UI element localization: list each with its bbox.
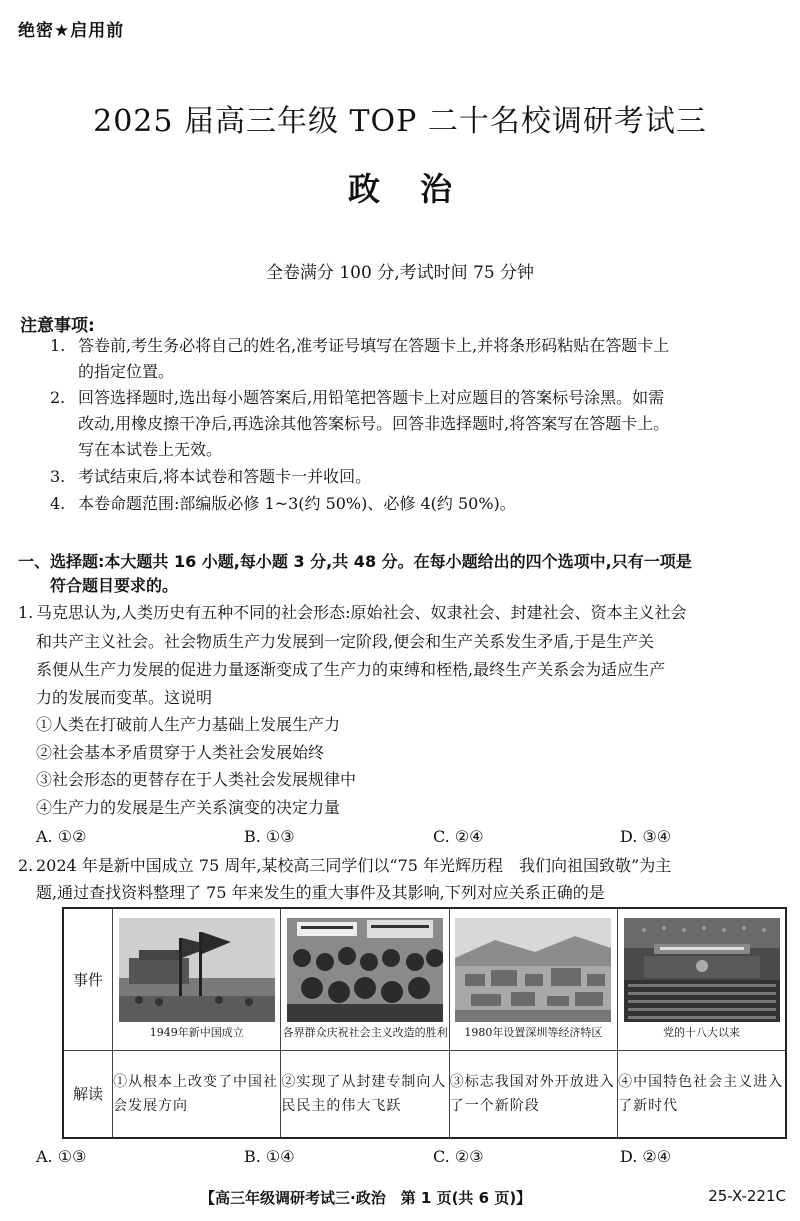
shenzhen-sez-photo [455,918,611,1022]
notice-item-3-line-1: 考试结束后,将本试卷和答题卡一并收回。 [78,467,372,486]
event-cell-3 [449,908,617,1050]
score-info: 全卷满分 100 分,考试时间 75 分钟 [265,263,535,283]
paper-code: 25-X-221C [708,1187,786,1205]
q1-stem-line-2: 和共产主义社会。社会物质生产力发展到一定阶段,便会和生产关系发生矛盾,于是生产关 [36,632,655,651]
q1-option-d[interactable]: D. ③④ [620,827,672,846]
q1-statement-1: ①人类在打破前人生产力基础上发展生产力 [36,715,341,734]
event-cell-1 [113,908,281,1050]
event-cell-2 [281,908,449,1050]
notice-item-2-line-3: 写在本试卷上无效。 [78,440,223,459]
event-caption-3: 1980年设置深圳等经济特区 [464,1026,603,1040]
interpretation-2: ②实现了从封建专制向人民民主的伟大飞跃 [281,1050,449,1138]
secret-label: 绝密★启用前 [18,21,125,41]
event-caption-1: 1949年新中国成立 [149,1026,244,1040]
q1-stem-line-1: 马克思认为,人类历史有五种不同的社会形态:原始社会、奴隶社会、封建社会、资本主义社会 [36,603,687,622]
interpretation-4: ④中国特色社会主义进入了新时代 [618,1050,786,1138]
row-header-events: 事件 [63,908,113,1050]
q2-option-a[interactable]: A. ①③ [36,1147,87,1166]
party-congress-hall-photo [624,918,780,1022]
notice-item-1-line-1: 答卷前,考生务必将自己的姓名,准考证号填写在答题卡上,并将条形码粘贴在答题卡上 [78,336,670,355]
q1-option-a[interactable]: A. ①② [36,827,87,846]
interpretation-3: ③标志我国对外开放进入了一个新阶段 [449,1050,617,1138]
q2-option-b[interactable]: B. ①④ [244,1147,295,1166]
q1-option-b[interactable]: B. ①③ [244,827,295,846]
row-header-interpretation: 解读 [63,1050,113,1138]
event-caption-2: 各界群众庆祝社会主义改造的胜利 [282,1026,448,1040]
notice-item-3-num: 3. [50,467,66,486]
notice-item-1-line-2: 的指定位置。 [78,362,175,381]
event-cell-4 [618,908,786,1050]
q2-option-d[interactable]: D. ②④ [620,1147,672,1166]
notice-item-4-line-1: 本卷命题范围:部编版必修 1~3(约 50%)、必修 4(约 50%)。 [78,494,516,513]
notice-item-2-line-1: 回答选择题时,选出每小题答案后,用铅笔把答题卡上对应题目的答案标号涂黑。如需 [78,388,665,407]
notice-item-2-line-2: 改动,用橡皮擦干净后,再选涂其他答案标号。回答非选择题时,将答案写在答题卡上。 [78,414,670,433]
q2-stem-line-1: 2024 年是新中国成立 75 周年,某校高三同学们以“75 年光辉历程 我们向祖国致敬”为主 [36,856,672,875]
q2-number: 2. [18,856,34,875]
section-header-line-1: 一、选择题:本大题共 16 小题,每小题 3 分,共 48 分。在每小题给出的四个选项中,只有一项是 [18,552,692,571]
notice-item-2-num: 2. [50,388,66,407]
section-header-line-2: 符合题目要求的。 [50,576,179,595]
q1-stem-line-4: 力的发展而变革。这说明 [36,688,213,707]
q2-stem-line-2: 题,通过查找资料整理了 75 年来发生的重大事件及其影响,下列对应关系正确的是 [36,883,605,902]
exam-title: 2025 届高三年级 TOP 二十名校调研考试三 [93,104,707,139]
notice-item-4-num: 4. [50,494,66,513]
notice-item-1-num: 1. [50,336,66,355]
q1-stem-line-3: 系便从生产力发展的促进力量逐渐变成了生产力的束缚和桎梏,最终生产关系会为适应生产 [36,660,666,679]
q1-statement-4: ④生产力的发展是生产关系演变的决定力量 [36,798,341,817]
interpretation-1: ①从根本上改变了中国社会发展方向 [113,1050,281,1138]
celebration-crowd-photo [287,918,443,1022]
notice-title: 注意事项: [20,316,95,336]
q1-statement-3: ③社会形态的更替存在于人类社会发展规律中 [36,770,357,789]
q1-number: 1. [18,603,34,622]
q2-option-c[interactable]: C. ②③ [433,1147,484,1166]
events-table [62,907,787,1139]
page-footer: 【高三年级调研考试三·政治 第 1 页(共 6 页)】 [200,1189,532,1207]
q1-option-c[interactable]: C. ②④ [433,827,484,846]
q1-statement-2: ②社会基本矛盾贯穿于人类社会发展始终 [36,743,325,762]
event-caption-4: 党的十八大以来 [663,1026,741,1040]
founding-ceremony-photo [119,918,275,1022]
subject-title: 政治 [347,170,492,208]
